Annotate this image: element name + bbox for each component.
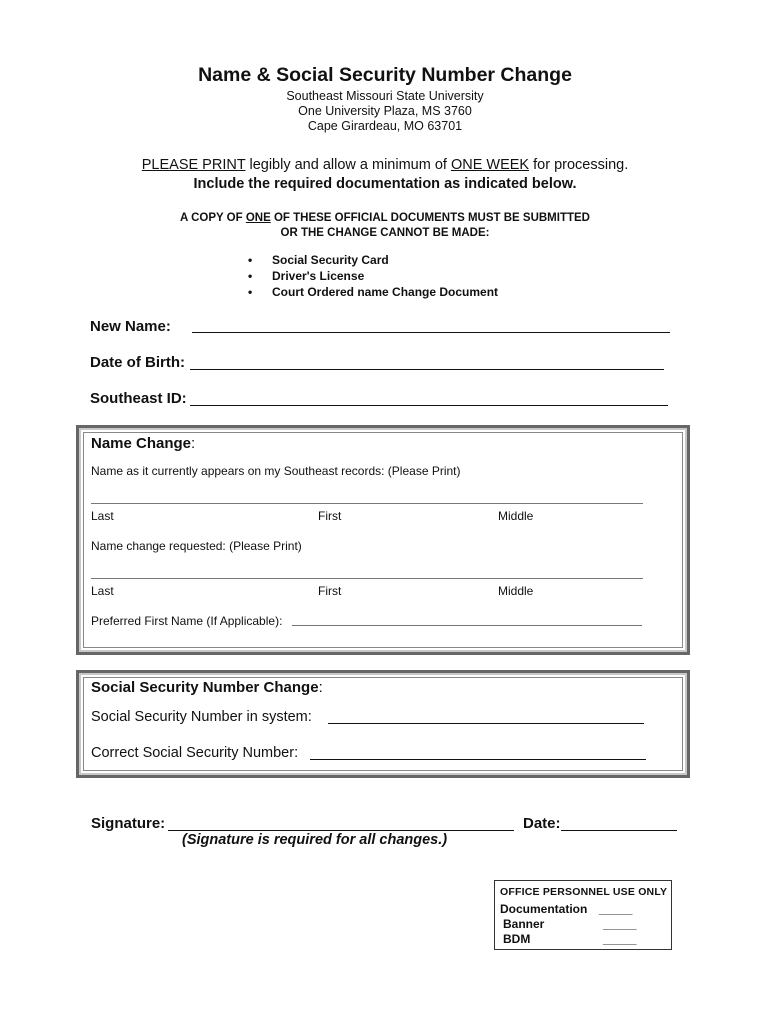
documentation-instruction: Include the required documentation as indicated below. (193, 176, 577, 192)
required-documents-list (248, 252, 498, 300)
ssn-change-colon: : (318, 679, 323, 696)
requested-middle-label: Middle (498, 584, 534, 598)
form-title: Name & Social Security Number Change (198, 64, 572, 86)
list-item: • Social Security Card (248, 252, 498, 268)
legibly-text: legibly and allow a minimum of (245, 157, 451, 173)
date-field[interactable] (561, 830, 677, 831)
banner-blank[interactable]: _____ (603, 917, 637, 931)
bdm-blank[interactable]: _____ (603, 932, 637, 946)
requested-name-field[interactable] (91, 578, 643, 579)
list-item: • Driver's License (248, 268, 498, 284)
processing-instruction (0, 157, 770, 173)
current-name-field[interactable] (91, 503, 643, 504)
office-use-title: OFFICE PERSONNEL USE ONLY (500, 886, 668, 898)
ssn-in-system-label: Social Security Number in system: (91, 709, 312, 725)
signature-field[interactable] (168, 830, 514, 831)
signature-note: (Signature is required for all changes.) (182, 832, 448, 848)
documentation-blank[interactable]: _____ (599, 902, 633, 916)
current-name-label: Name as it currently appears on my Southeast records: (Please Print) (91, 464, 461, 478)
ssn-in-system-field[interactable] (328, 723, 644, 724)
documentation-label: Documentation (500, 902, 588, 916)
please-print-text: PLEASE PRINT (141, 157, 246, 173)
address-line-1: Southeast Missouri State University (286, 89, 484, 103)
ssn-change-title (91, 679, 323, 696)
current-middle-label: Middle (498, 509, 534, 523)
list-item: • Court Ordered name Change Document (248, 284, 498, 300)
copy-one-text: ONE (245, 212, 271, 224)
office-use-box (494, 880, 672, 950)
requested-name-label: Name change requested: (Please Print) (91, 539, 302, 553)
date-label: Date: (523, 815, 561, 832)
current-first-label: First (318, 509, 342, 523)
copy-requirement-line-1 (0, 211, 770, 226)
for-processing-text: for processing. (529, 157, 629, 173)
date-of-birth-label: Date of Birth: (90, 354, 185, 371)
address-line-3: Cape Girardeau, MO 63701 (307, 119, 463, 133)
requested-last-label: Last (91, 584, 114, 598)
date-of-birth-field[interactable] (190, 369, 664, 370)
southeast-id-field[interactable] (190, 405, 668, 406)
name-change-title-text: Name Change (91, 435, 192, 452)
correct-ssn-label: Correct Social Security Number: (91, 745, 299, 761)
southeast-id-label: Southeast ID: (90, 390, 187, 407)
new-name-field[interactable] (192, 332, 670, 333)
name-change-title (91, 435, 195, 452)
preferred-name-field[interactable] (292, 625, 642, 626)
copy-requirement-line-2: OR THE CHANGE CANNOT BE MADE: (280, 227, 490, 239)
requested-first-label: First (318, 584, 342, 598)
name-change-colon: : (191, 435, 196, 452)
banner-label: Banner (503, 917, 545, 931)
new-name-label: New Name: (90, 318, 171, 335)
copy-a-text: A COPY OF (180, 212, 246, 224)
preferred-name-label: Preferred First Name (If Applicable): (91, 614, 283, 628)
copy-b-text: OF THESE OFFICIAL DOCUMENTS MUST BE SUBMITTED (270, 212, 590, 224)
ssn-change-title-text: Social Security Number Change (91, 679, 319, 696)
correct-ssn-field[interactable] (310, 759, 646, 760)
one-week-text: ONE WEEK (450, 157, 530, 173)
bdm-label: BDM (503, 932, 531, 946)
current-last-label: Last (91, 509, 114, 523)
signature-label: Signature: (91, 815, 166, 832)
address-line-2: One University Plaza, MS 3760 (298, 104, 472, 118)
